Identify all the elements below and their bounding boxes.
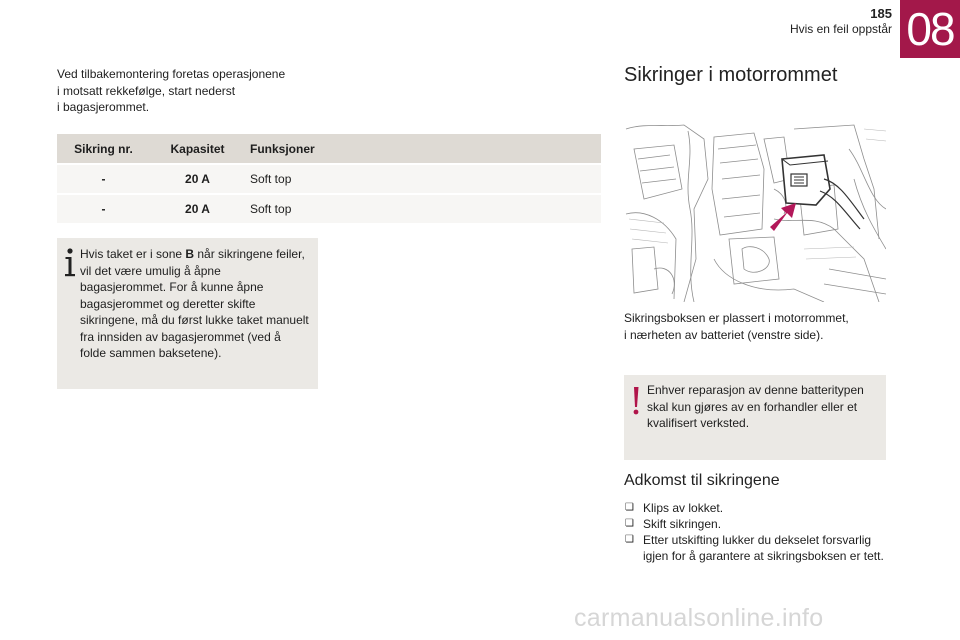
watermark: carmanualsonline.info	[574, 604, 824, 632]
table-row	[57, 194, 601, 223]
list-item	[624, 516, 894, 532]
step-text: Skift sikringen.	[643, 517, 722, 531]
info-icon	[63, 248, 77, 278]
table-row	[57, 164, 601, 194]
checkbox-icon: ❏	[625, 518, 634, 529]
function-cell: Soft top	[245, 194, 601, 223]
warning-text: Enhver reparasjon av denne batteritypen skal kun gjøres av en forhandler eller et kvalifisert verksted.	[647, 383, 864, 430]
list-item	[624, 500, 894, 516]
step-list	[624, 500, 894, 564]
checkbox-icon: ❏	[625, 502, 634, 513]
illustration-caption: Sikringsboksen er plassert i motorrommet, i nærheten av batteriet (venstre side).	[624, 311, 849, 342]
section-title: Hvis en feil oppstår	[789, 22, 892, 36]
checkbox-icon: ❏	[625, 534, 634, 545]
step-text: Klips av lokket.	[643, 501, 724, 515]
column-header-fuse: Sikring nr.	[57, 134, 150, 164]
step-text: Etter utskifting lukker du dekselet forsvarlig igjen for å garantere at sikringsboksen er tett.	[643, 533, 884, 563]
fuse-number-cell: -	[57, 164, 150, 194]
subsection-heading: Adkomst til sikringene	[624, 472, 780, 489]
info-note-text	[80, 246, 310, 362]
note-text-part: når sikringene feiler, vil det være umulig å åpne bagasjerommet. For å kunne åpne bagasjerommet og deretter skifte sikringene, må du først lukke taket manuelt fra innsiden av bagasjerommet (ved å folde sammen baksetene).	[80, 247, 309, 360]
list-item	[624, 532, 894, 564]
section-heading: Sikringer i motorrommet	[624, 64, 838, 86]
fuse-table	[57, 134, 601, 223]
capacity-cell: 20 A	[150, 164, 245, 194]
page-number: 185	[870, 6, 892, 21]
exclamation-icon	[630, 387, 642, 415]
chapter-tab: 08	[900, 0, 960, 58]
fuse-number-cell: -	[57, 194, 150, 223]
engine-bay-illustration	[624, 119, 886, 302]
intro-paragraph: Ved tilbakemontering foretas operasjonene i motsatt rekkefølge, start nederst i bagasjerommet.	[57, 67, 286, 114]
column-header-functions: Funksjoner	[245, 134, 601, 164]
column-header-capacity: Kapasitet	[150, 134, 245, 164]
note-text-part: Hvis taket er i sone	[80, 247, 186, 261]
capacity-cell: 20 A	[150, 194, 245, 223]
function-cell: Soft top	[245, 164, 601, 194]
zone-label: B	[185, 247, 195, 261]
fuse-table-header-row	[57, 134, 601, 164]
